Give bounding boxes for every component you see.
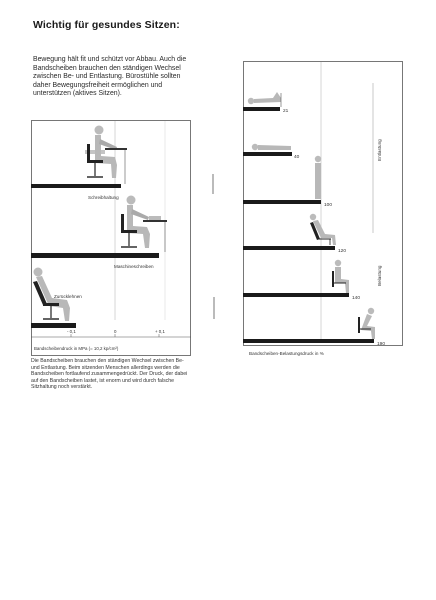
posture-figure-svg	[31, 120, 191, 356]
axis-tick-label: + 0,1	[155, 329, 165, 334]
load-bar-120	[243, 246, 335, 250]
reclining-label: Zurücklehnen	[54, 294, 82, 299]
load-bar-21	[243, 107, 280, 111]
load-value: 120	[338, 249, 347, 254]
scan-mark	[211, 296, 217, 320]
axis-tick-label: 0	[114, 329, 117, 334]
load-value: 40	[294, 155, 300, 160]
relief-side-label: Entlastung	[377, 139, 382, 161]
load-value: 140	[352, 296, 361, 301]
writing-posture-icon	[85, 126, 127, 185]
page-title: Wichtig für gesundes Sitzen:	[33, 19, 180, 31]
load-axis-label: Bandscheiben-Belastungsdruck in %	[249, 351, 324, 356]
figure-caption: Die Bandscheiben brauchen den ständigen Wechsel zwischen Be- und Entlastung. Beim sitzenden Menschen allerdings werden die Bandscheiben fortlaufend zusammengedrückt. Der Druck, der dabei auf den Bandscheiben lastet, ist enorm und wird durch falsche Sitzhaltung noch verstärkt.	[31, 358, 188, 391]
lying-knees-up-icon	[248, 92, 281, 107]
scan-mark	[210, 173, 216, 195]
upright-sitting-icon	[332, 260, 349, 293]
reclining-pressure-bar	[31, 323, 76, 328]
load-value: 190	[377, 342, 386, 347]
disc-load-figure	[243, 61, 403, 359]
typing-posture-icon	[121, 196, 167, 253]
load-bar-40	[243, 152, 292, 156]
load-bar-100	[243, 200, 321, 204]
reclined-sitting-icon	[310, 214, 336, 245]
load-bar-190	[243, 339, 374, 343]
axis-tick-label: - 0,1	[67, 329, 76, 334]
standing-icon	[315, 156, 321, 199]
load-bar-140	[243, 293, 349, 297]
typing-label: Maschineschreiben	[114, 264, 154, 269]
load-side-label: Belastung	[377, 265, 382, 286]
intro-paragraph: Bewegung hält fit und schützt vor Abbau. Auch die Bandscheiben brauchen den ständigen Wechsel zwischen Be- und Entlastung. Bürostühle sollten daher Bewegungsfreiheit ermöglichen und unterstützen (aktives Sitzen).	[33, 56, 187, 98]
writing-pressure-bar	[31, 184, 121, 188]
figure-frame	[32, 121, 191, 356]
typing-pressure-bar	[31, 253, 159, 258]
writing-label: Schreibhaltung	[88, 195, 119, 200]
load-value: 100	[324, 203, 333, 208]
disc-load-svg	[243, 61, 403, 359]
load-value: 21	[283, 109, 289, 114]
sitting-forward-icon	[358, 308, 375, 339]
lying-flat-icon	[252, 144, 291, 150]
pressure-axis-label: Bandscheibendruck in MPa (= 10,2 kp/cm²)	[34, 346, 119, 351]
posture-pressure-figure	[31, 120, 191, 356]
